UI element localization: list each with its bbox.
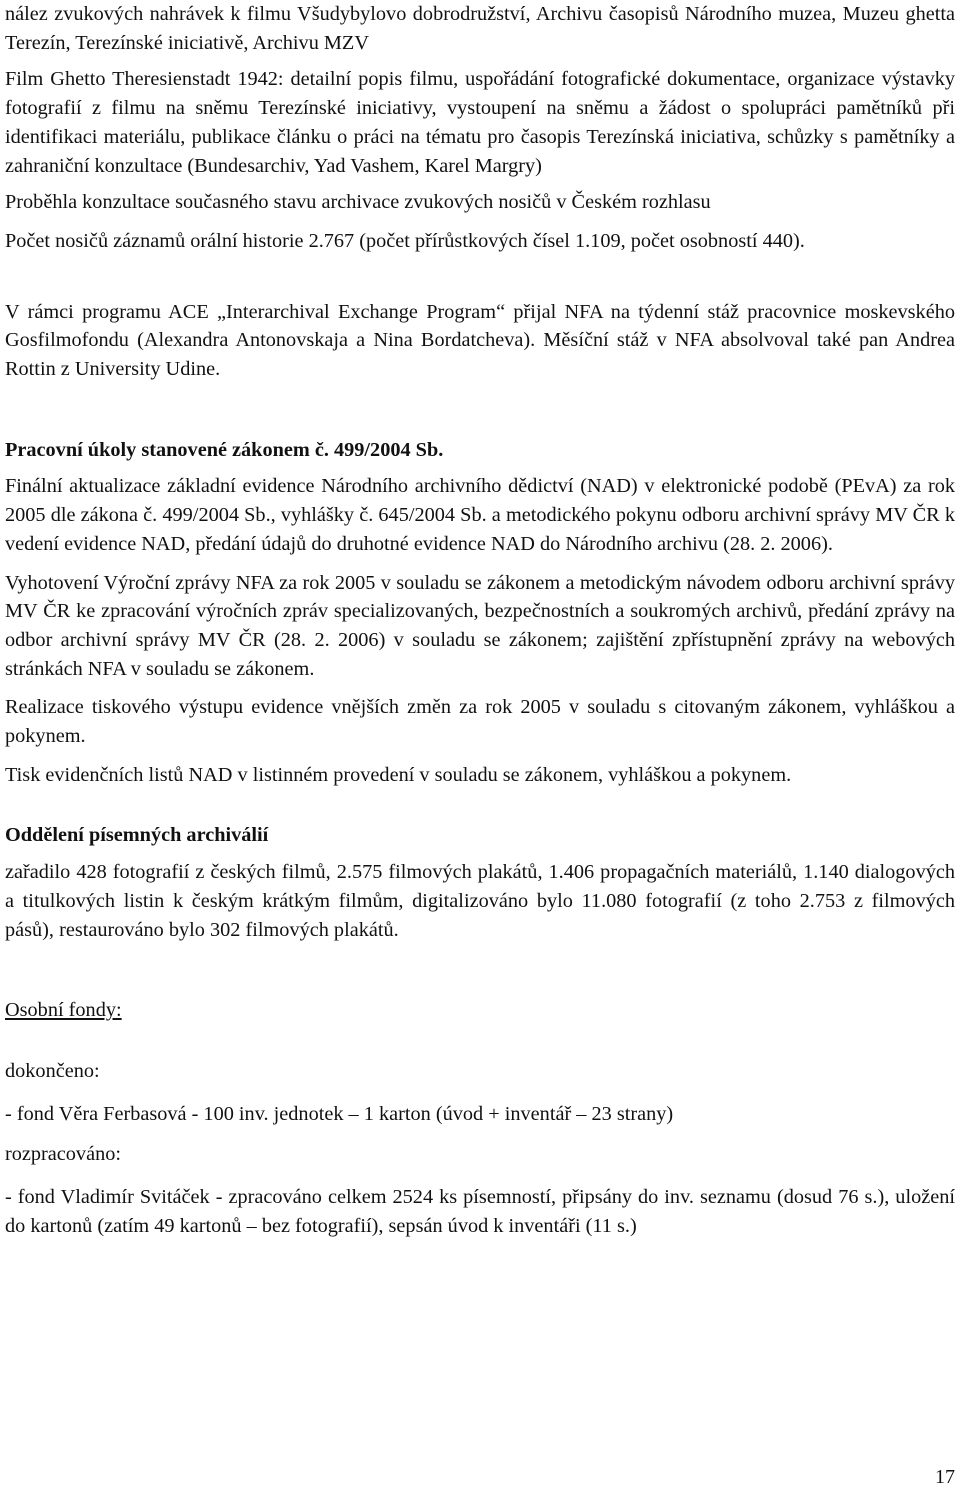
- paragraph-photos-posters: zařadilo 428 fotografií z českých filmů, 2.575 filmových plakátů, 1.406 propagačních materiálů, 1.140 dialogových a titulkových listin k českým krátkým filmům, digitalizováno bylo 11.080 fotografií (z toho 2.753 z filmových pásů), restaurováno bylo 302 filmových plakátů.: [5, 861, 955, 941]
- paragraph-nad-update: Finální aktualizace základní evidence Národního archivního dědictví (NAD) v elektronické podobě (PEvA) za rok 2005 dle zákona č. 499/2004 Sb., vyhlášky č. 645/2004 Sb. a metodického pokynu odboru archivní správy MV ČR k vedení evidence NAD, předání údajů do druhotné evidence NAD do Národního archivu (28. 2. 2006).: [5, 475, 955, 555]
- label-completed: dokončeno:: [5, 1059, 100, 1082]
- paragraph-annual-report: Vyhotovení Výroční zprávy NFA za rok 2005 v souladu se zákonem a metodickým návodem odboru archivní správy MV ČR ke zpracování výročních zpráv specializovaných, bezpečnostních a soukromých archivů, předání zprávy na odbor archivní správy MV ČR (28. 2. 2006) v souladu se zákonem; zajištění zpřístupnění zprávy na webových stránkách NFA v souladu se zákonem.: [5, 571, 955, 680]
- paragraph-print-lists: Tisk evidenčních listů NAD v listinném provedení v souladu se zákonem, vyhláškou a pokynem.: [5, 763, 792, 786]
- paragraph-print-output: Realizace tiskového výstupu evidence vnějších změn za rok 2005 v souladu s citovaným zákonem, vyhláškou a pokynem.: [5, 696, 955, 748]
- page-number: 17: [935, 1466, 955, 1488]
- section-heading-personal-funds: Osobní fondy:: [5, 999, 122, 1022]
- paragraph-sound-recordings: nález zvukových nahrávek k filmu Všudybylovo dobrodružství, Archivu časopisů Národního muzea, Muzeu ghetta Terezín, Terezínské iniciativě, Archivu MZV: [5, 3, 955, 54]
- paragraph-oral-history-count: Počet nosičů záznamů orální historie 2.767 (počet přírůstkových čísel 1.109, počet osobností 440).: [5, 229, 805, 252]
- label-in-progress: rozpracováno:: [5, 1143, 121, 1166]
- personal-funds-heading-wrapper: [5, 996, 955, 1025]
- list-item-ferbasova: - fond Věra Ferbasová - 100 inv. jednotek – 1 karton (úvod + inventář – 23 strany): [5, 1102, 674, 1125]
- paragraph-ace-program: V rámci programu ACE „Interarchival Exchange Program“ přijal NFA na týdenní stáž pracovnice moskevského Gosfilmofondu (Alexandra Antonovskaja a Nina Bordatcheva). Měsíční stáž v NFA absolvoval také pan Andrea Rottin z University Udine.: [5, 300, 955, 381]
- list-item-svitacek: - fond Vladimír Svitáček - zpracováno celkem 2524 ks písemností, připsány do inv. seznamu (dosud 76 s.), uložení do kartonů (zatím 49 kartonů – bez fotografií), sepsán úvod k inventáři (11 s.): [5, 1186, 955, 1237]
- document-page: [5, 0, 955, 1241]
- section-heading-legal-tasks: Pracovní úkoly stanovené zákonem č. 499/2004 Sb.: [5, 438, 444, 461]
- paragraph-film-ghetto: Film Ghetto Theresienstadt 1942: detailní popis filmu, uspořádání fotografické dokumentace, organizace výstavky fotografií z filmu na sněmu Terezínské iniciativy, vystoupení na sněmu a žádost o spolupráci pamětníků při identifikaci materiálu, publikace článku o práci na tématu pro časopis Terezínská iniciativa, schůzky s pamětníky a zahraniční konzultace (Bundesarchiv, Yad Vashem, Karel Margry): [5, 68, 955, 177]
- paragraph-consultation: Proběhla konzultace současného stavu archivace zvukových nosičů v Českém rozhlasu: [5, 191, 711, 214]
- section-heading-written-archives: Oddělení písemných archiválií: [5, 824, 269, 847]
